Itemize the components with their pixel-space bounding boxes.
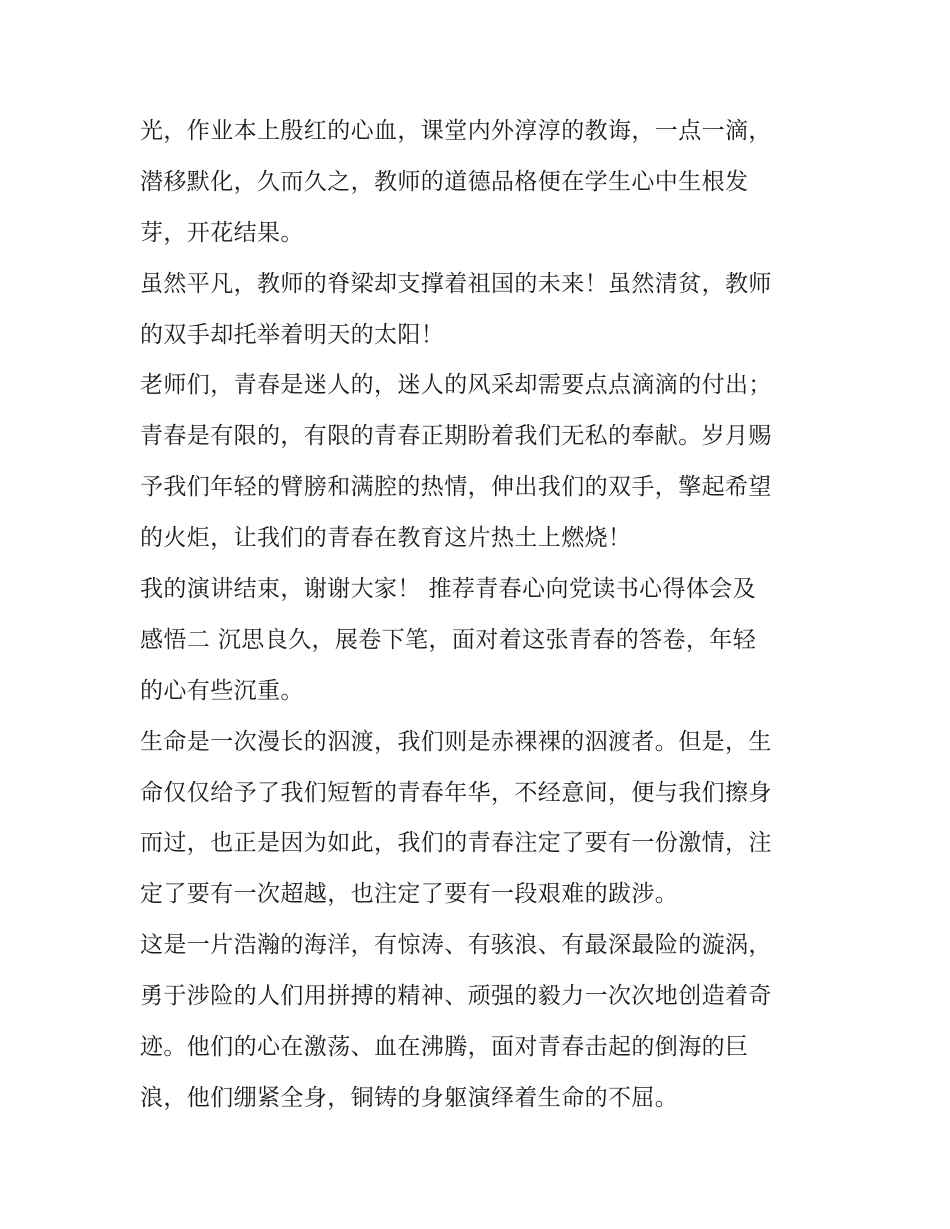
text-line: 光，作业本上殷红的心血，课堂内外淳淳的教诲，一点一滴，: [140, 118, 772, 144]
document-body: [140, 106, 820, 1124]
text-line: 迹。他们的心在激荡、血在沸腾，面对青春击起的倒海的巨: [140, 1034, 749, 1061]
text-line: 予我们年轻的臂膀和满腔的热情，伸出我们的双手，擎起希望: [140, 474, 772, 501]
text-line: 的火炬，让我们的青春在教育这片热土上燃烧！: [140, 525, 632, 552]
paragraph-1: [140, 106, 820, 259]
text-line: 潜移默化，久而久之，教师的道德品格便在学生心中生根发: [140, 168, 749, 195]
text-line: 浪，他们绷紧全身，铜铸的身躯演绎着生命的不屈。: [140, 1084, 679, 1111]
text-line: 命仅仅给予了我们短暂的青春年华，不经意间，便与我们擦身: [140, 779, 772, 806]
text-line: 定了要有一次超越，也注定了要有一段艰难的跋涉。: [140, 881, 679, 908]
text-line: 生命是一次漫长的泅渡，我们则是赤裸裸的泅渡者。但是，生: [140, 728, 772, 755]
paragraph-3: [140, 360, 820, 564]
paragraph-2: [140, 259, 820, 361]
text-line: 的双手却托举着明天的太阳！: [140, 321, 445, 348]
text-line: 的心有些沉重。: [140, 677, 304, 704]
text-line: 而过，也正是因为如此，我们的青春注定了要有一份激情，注: [140, 830, 772, 857]
text-line: 这是一片浩瀚的海洋，有惊涛、有骇浪、有最深最险的漩涡，: [140, 932, 772, 959]
text-line: 虽然平凡，教师的脊梁却支撑着祖国的未来！虽然清贫，教师: [140, 270, 772, 297]
text-line: 芽，开花结果。: [140, 219, 304, 246]
text-line: 勇于涉险的人们用拼搏的精神、顽强的毅力一次次地创造着奇: [140, 983, 772, 1010]
paragraph-4: [140, 564, 820, 717]
text-line: 我的演讲结束，谢谢大家！ 推荐青春心向党读书心得体会及: [140, 576, 757, 603]
text-line: 感悟二 沉思良久，展卷下笔，面对着这张青春的答卷，年轻: [140, 626, 757, 653]
text-line: 青春是有限的，有限的青春正期盼着我们无私的奉献。岁月赐: [140, 423, 772, 450]
paragraph-5: [140, 717, 820, 921]
text-line: 老师们，青春是迷人的，迷人的风采却需要点点滴滴的付出；: [140, 372, 772, 399]
paragraph-6: [140, 920, 820, 1124]
